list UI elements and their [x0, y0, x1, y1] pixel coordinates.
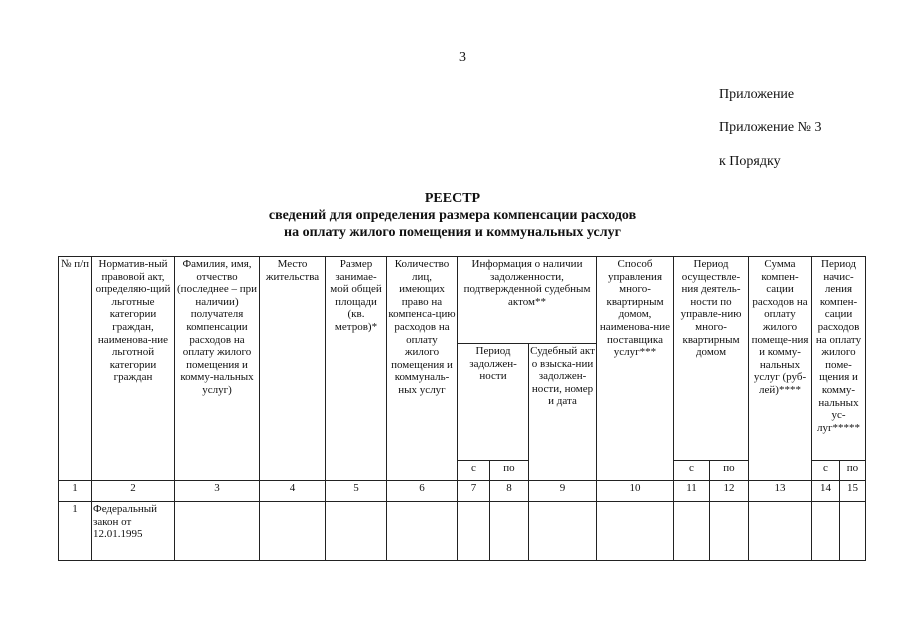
row-cell	[529, 502, 597, 561]
table-row	[59, 502, 866, 561]
column-number: 5	[326, 481, 387, 502]
appendix-label: Приложение	[719, 87, 795, 102]
header-compensation-sum: Сумма компен-сации расходов на оплату жилого помеще-ния и комму-нальных услуг (руб-лей)****	[749, 257, 812, 481]
header-debt-info: Информация о наличии задолженности, подтвержденной судебным актом**	[458, 257, 597, 344]
header-residence: Место жительства	[260, 257, 326, 481]
header-mgmt-from: с	[674, 461, 710, 481]
header-debt-period: Период задолжен-ности	[458, 344, 529, 461]
row-legal-act: Федеральный закон от 12.01.1995	[92, 502, 175, 561]
row-cell	[387, 502, 458, 561]
registry-table	[58, 256, 866, 561]
header-number: № п/п	[59, 257, 92, 481]
header-accrual-period: Период начис-ления компен-сации расходов на оплату жилого поме-щения и комму-нальных ус-луг*****	[812, 257, 866, 461]
column-number: 3	[175, 481, 260, 502]
appendix-reference: к Порядку	[719, 154, 781, 169]
column-number: 10	[597, 481, 674, 502]
document-subtitle-line1: сведений для определения размера компенсации расходов	[268, 208, 637, 223]
header-debt-to: по	[490, 461, 529, 481]
header-court-act: Судебный акт о взыска-нии задолжен-ности, номер и дата	[529, 344, 597, 481]
row-number: 1	[59, 502, 92, 561]
header-accrual-from: с	[812, 461, 840, 481]
column-number: 13	[749, 481, 812, 502]
row-cell	[840, 502, 866, 561]
header-management-method: Способ управления много-квартирным домом, наименова-ние поставщика услуг***	[597, 257, 674, 481]
row-cell	[175, 502, 260, 561]
header-legal-act: Норматив-ный правовой акт, определяю-щий льготные категории граждан, наименова-ние льготной категории граждан	[92, 257, 175, 481]
header-mgmt-to: по	[710, 461, 749, 481]
row-cell	[749, 502, 812, 561]
page-number: 3	[459, 50, 466, 65]
row-cell	[458, 502, 490, 561]
column-number: 6	[387, 481, 458, 502]
row-cell	[490, 502, 529, 561]
column-number: 14	[812, 481, 840, 502]
header-management-period: Период осуществле-ния деятель-ности по управле-нию много-квартирным домом	[674, 257, 749, 461]
header-accrual-to: по	[840, 461, 866, 481]
column-number: 1	[59, 481, 92, 502]
column-number: 15	[840, 481, 866, 502]
column-number: 2	[92, 481, 175, 502]
column-number: 7	[458, 481, 490, 502]
appendix-number: Приложение № 3	[719, 120, 822, 135]
row-cell	[674, 502, 710, 561]
row-cell	[260, 502, 326, 561]
header-persons-count: Количество лиц, имеющих право на компенса-цию расходов на оплату жилого помещения и коммуналь-ных услуг	[387, 257, 458, 481]
row-cell	[812, 502, 840, 561]
column-number: 4	[260, 481, 326, 502]
row-cell	[597, 502, 674, 561]
row-cell	[710, 502, 749, 561]
document-title: РЕЕСТР	[424, 191, 481, 206]
document-subtitle-line2: на оплату жилого помещения и коммунальных услуг	[284, 225, 621, 240]
column-number: 8	[490, 481, 529, 502]
column-number: 12	[710, 481, 749, 502]
header-full-name: Фамилия, имя, отчество (последнее – при наличии) получателя компенсации расходов на оплату жилого помещения и комму-нальных услуг)	[175, 257, 260, 481]
header-area: Размер занимае-мой общей площади (кв. метров)*	[326, 257, 387, 481]
column-number: 11	[674, 481, 710, 502]
header-debt-from: с	[458, 461, 490, 481]
row-cell	[326, 502, 387, 561]
column-number: 9	[529, 481, 597, 502]
